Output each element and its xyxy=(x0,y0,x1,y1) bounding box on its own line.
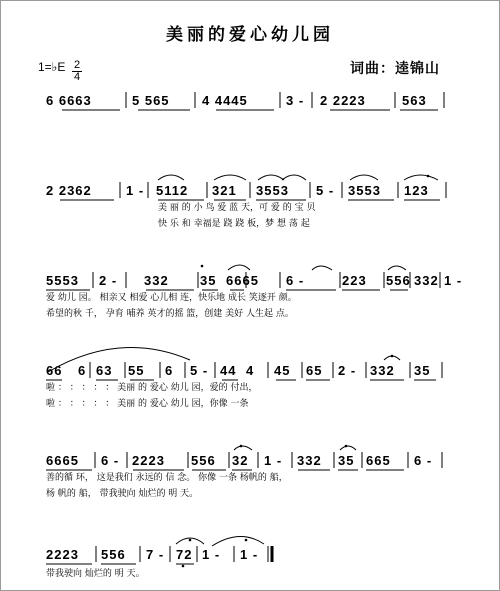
measure: 332 xyxy=(297,453,322,468)
lyric-line: 啦 ： ： ： ： ： 美丽 的 爱心 幼儿 园，爱的 付出， xyxy=(46,383,258,393)
lyric-line: 爱 幼儿 园。 相亲又 相爱 心儿相 连，快乐地 成长 笑逐开 颜。 xyxy=(46,293,297,303)
measure: 6 xyxy=(78,363,87,378)
measure: 55 xyxy=(128,363,145,378)
measure: 332 xyxy=(144,273,169,288)
measure: 665 xyxy=(366,453,391,468)
measure: 1 - xyxy=(240,547,259,562)
measure: 332 xyxy=(414,273,439,288)
measure: 44 xyxy=(220,363,237,378)
measure: 5112 xyxy=(156,183,189,198)
measure: 2223 xyxy=(46,547,79,562)
credits: 词曲：逵锦山 xyxy=(350,61,440,77)
measure: 556 xyxy=(386,273,411,288)
measure: 332 xyxy=(370,363,395,378)
measure: 32 xyxy=(232,453,249,468)
measure: 2 2223 xyxy=(320,93,366,108)
measure: 35 xyxy=(338,453,355,468)
lyric-line: 快 乐 和 幸福是 跷 跷 板，梦 想 荡 起 xyxy=(158,219,310,229)
lyric-line: 善的循 环， 这是我们 永远的 信 念。 你像 一条 杨帆的 船， xyxy=(46,473,288,483)
time-signature-bottom: 4 xyxy=(73,71,81,83)
measure: 3 - xyxy=(286,93,305,108)
song-title: 美丽的爱心幼儿园 xyxy=(166,25,334,45)
measure: 2 - xyxy=(338,363,357,378)
measure: 35 xyxy=(200,273,217,288)
measure: 63 xyxy=(96,363,113,378)
measure: 6 xyxy=(165,363,174,378)
measure: 6 - xyxy=(286,273,305,288)
measure: 5 - xyxy=(316,183,335,198)
measure: 321 xyxy=(212,183,237,198)
measure: 2223 xyxy=(132,453,165,468)
measure: 6 - xyxy=(414,453,433,468)
measure: 45 xyxy=(274,363,291,378)
measure: 1 - xyxy=(264,453,283,468)
measure: 5 - xyxy=(190,363,209,378)
measure: 5553 xyxy=(46,273,79,288)
measure: 5 565 xyxy=(132,93,170,108)
measure: 563 xyxy=(402,93,427,108)
lyric-line: 啦 ： ： ： ： ： 美丽 的 爱心 幼儿 园，你像 一条 xyxy=(46,399,249,409)
measure: 2 - xyxy=(99,273,118,288)
measure: 72 xyxy=(176,547,193,562)
measure: 556 xyxy=(191,453,216,468)
lyric-line: 希望的秋 千， 孕育 哺养 英才的摇 篮，创建 美好 人生起 点。 xyxy=(46,309,294,319)
measure: 3553 xyxy=(348,183,381,198)
key-signature: 1=♭E xyxy=(38,60,66,74)
measure: 1 - xyxy=(202,547,221,562)
measure: 556 xyxy=(101,547,126,562)
measure: 1 - xyxy=(126,183,145,198)
lyric-line: 美 丽 的 小 鸟 爱 蓝 天，可 爱 的 宝 贝 xyxy=(158,203,316,213)
lyric-line: 杨 帆的 船， 带我驶向 灿烂的 明 天。 xyxy=(46,489,199,499)
measure: 4 4445 xyxy=(202,93,248,108)
measure: 223 xyxy=(342,273,367,288)
measure: 35 xyxy=(414,363,431,378)
measure: 65 xyxy=(306,363,323,378)
measure: 1 - xyxy=(444,273,463,288)
measure: 6665 xyxy=(226,273,259,288)
measure: 123 xyxy=(404,183,429,198)
measure: 3553 xyxy=(256,183,289,198)
measure: 6 - xyxy=(101,453,120,468)
lyric-line: 带我驶向 灿烂的 明 天。 xyxy=(46,569,145,579)
measure: 7 - xyxy=(146,547,165,562)
measure: 6 6663 xyxy=(46,93,92,108)
measure: 2 2362 xyxy=(46,183,92,198)
measure: 66 xyxy=(46,363,63,378)
measure: 4 xyxy=(246,363,255,378)
measure: 6665 xyxy=(46,453,79,468)
time-signature-top: 2 xyxy=(73,59,81,71)
